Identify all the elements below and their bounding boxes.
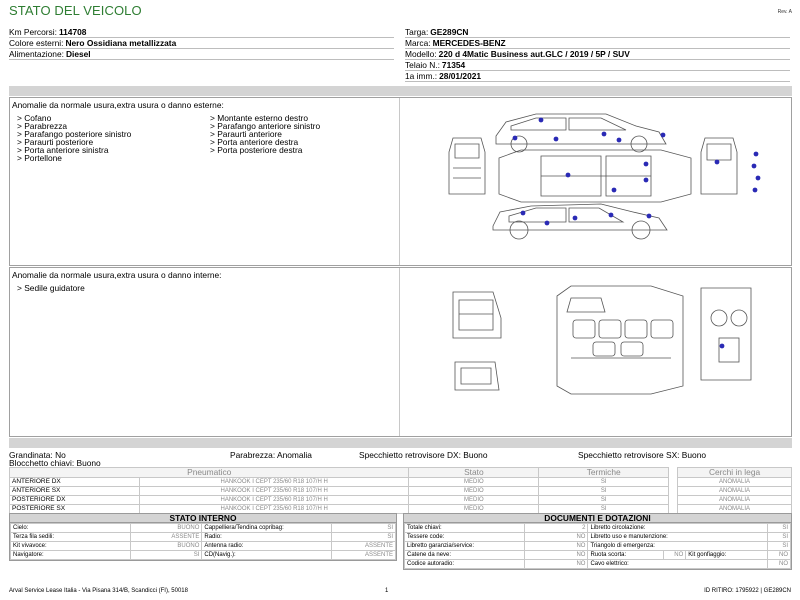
field-value: ASSENTE xyxy=(332,551,396,560)
tyre-termiche: SI xyxy=(539,496,669,505)
table-row xyxy=(10,487,792,496)
info-value: 71354 xyxy=(441,60,466,70)
info-label: Colore esterni: xyxy=(9,38,64,48)
damage-item: > Portellone xyxy=(17,153,62,163)
tyre-stato: MEDIO xyxy=(409,478,539,487)
info-value: Nero Ossidiana metallizzata xyxy=(65,38,177,48)
parabrezza-status: Parabrezza: Anomalia xyxy=(230,450,312,460)
tyre-termiche: SI xyxy=(539,478,669,487)
external-damage-title: Anomalie da normale usura,extra usura o danno esterne: xyxy=(12,100,224,110)
tyre-termiche: SI xyxy=(539,505,669,514)
footer-id: ID RITIRO: 1795922 | GE289CN xyxy=(704,588,791,594)
info-row-modello xyxy=(405,49,790,60)
specchietto-dx-status: Specchietto retrovisore DX: Buono xyxy=(359,450,488,460)
stato-interno-title: STATO INTERNO xyxy=(10,514,396,523)
field-value: SI xyxy=(768,542,791,551)
blocchetto-status: Blocchetto chiavi: Buono xyxy=(9,458,101,468)
field-label: Ruota scorta: xyxy=(588,551,664,560)
table-row xyxy=(405,524,791,533)
info-label: Modello: xyxy=(405,49,437,59)
documenti-section xyxy=(403,513,792,570)
field-label: Antenna radio: xyxy=(202,542,332,551)
info-row-targa xyxy=(405,27,790,38)
column-gap xyxy=(669,478,678,487)
damage-item: > Montante esterno destro xyxy=(210,113,309,123)
field-label: Cavo elettrico: xyxy=(588,560,768,569)
tyre-model: HANKOOK I CEPT 235/60 R18 107/H H xyxy=(139,487,409,496)
tyre-cerchi: ANOMALIA xyxy=(678,478,792,487)
grandinata-status: Grandinata: No xyxy=(9,450,66,460)
column-gap xyxy=(669,468,678,478)
stato-interno-table xyxy=(10,523,396,560)
tyre-position: POSTERIORE DX xyxy=(10,496,140,505)
info-row-km xyxy=(9,27,394,38)
field-label: Kit gonfiaggio: xyxy=(686,551,768,560)
table-row xyxy=(405,542,791,551)
damage-item: > Sedile guidatore xyxy=(17,283,85,293)
info-row-colore xyxy=(9,38,394,49)
footer-page-number: 1 xyxy=(385,588,389,594)
column-gap xyxy=(669,496,678,505)
field-value: SI xyxy=(768,533,791,542)
field-label: Totale chiavi: xyxy=(405,524,525,533)
table-row xyxy=(11,551,396,560)
field-value: BUONO xyxy=(130,542,202,551)
internal-damage-title: Anomalie da normale usura,extra usura o danno interne: xyxy=(12,270,222,280)
col-header-stato: Stato xyxy=(409,468,539,478)
table-row xyxy=(10,496,792,505)
damage-item: > Porta anteriore sinistra xyxy=(17,145,109,155)
field-value: SI xyxy=(768,524,791,533)
damage-item: > Parafango posteriore sinistro xyxy=(17,129,132,139)
info-row-marca xyxy=(405,38,790,49)
field-label: Tessere code: xyxy=(405,533,525,542)
vehicle-info-left xyxy=(9,27,394,60)
table-row xyxy=(405,533,791,542)
table-row xyxy=(11,533,396,542)
exterior-damage-diagram xyxy=(401,98,791,265)
specchietto-sx-status: Specchietto retrovisore SX: Buono xyxy=(578,450,707,460)
table-row xyxy=(10,478,792,487)
field-value: NO xyxy=(524,551,588,560)
damage-item: > Porta posteriore destra xyxy=(210,145,303,155)
info-row-telaio xyxy=(405,60,790,71)
field-value: 2 xyxy=(524,524,588,533)
section-divider xyxy=(9,86,792,96)
tyre-cerchi: ANOMALIA xyxy=(678,487,792,496)
col-header-termiche: Termiche xyxy=(539,468,669,478)
external-damage-section xyxy=(9,97,792,266)
tyre-position: POSTERIORE SX xyxy=(10,505,140,514)
stato-interno-section xyxy=(9,513,397,561)
field-value: ASSENTE xyxy=(130,533,202,542)
page-title: STATO DEL VEICOLO xyxy=(9,3,142,18)
info-label: Marca: xyxy=(405,38,431,48)
vehicle-info-right xyxy=(405,27,790,82)
damage-item: > Paraurti anteriore xyxy=(210,129,282,139)
field-value: NO xyxy=(664,551,686,560)
field-value: NO xyxy=(524,542,588,551)
field-label: Navigatore: xyxy=(11,551,131,560)
revision-label: Rev. A xyxy=(777,9,792,15)
field-label: Cielo: xyxy=(11,524,131,533)
tyre-position: ANTERIORE DX xyxy=(10,478,140,487)
table-row xyxy=(11,542,396,551)
table-row xyxy=(405,551,791,560)
car-exterior-diagram xyxy=(401,98,791,265)
field-label: Libretto circolazione: xyxy=(588,524,768,533)
info-value: GE289CN xyxy=(430,27,469,37)
field-value: SI xyxy=(130,551,202,560)
tyre-stato: MEDIO xyxy=(409,505,539,514)
internal-damage-list xyxy=(10,268,400,436)
field-value: SI xyxy=(332,533,396,542)
car-interior-diagram xyxy=(401,268,791,436)
info-label: Km Percorsi: xyxy=(9,27,57,37)
info-row-alimentazione xyxy=(9,49,394,60)
info-label: Targa: xyxy=(405,27,429,37)
interior-damage-diagram xyxy=(401,268,791,436)
tyres-header-row xyxy=(10,468,792,478)
col-header-cerchi: Cerchi in lega xyxy=(678,468,792,478)
damage-item: > Parafango anteriore sinistro xyxy=(210,121,321,131)
internal-damage-section xyxy=(9,267,792,437)
footer-company: Arval Service Lease Italia - Via Pisana 314/B, Scandicci (FI), 50018 xyxy=(9,588,188,594)
info-row-immatricolazione xyxy=(405,71,790,82)
field-label: Radio: xyxy=(202,533,332,542)
field-value: BUONO xyxy=(130,524,202,533)
damage-item: > Paraurti posteriore xyxy=(17,137,94,147)
field-value: ASSENTE xyxy=(332,542,396,551)
tyre-model: HANKOOK I CEPT 235/60 R18 107/H H xyxy=(139,505,409,514)
damage-item: > Cofano xyxy=(17,113,52,123)
col-header-pneumatico: Pneumatico xyxy=(10,468,409,478)
field-label: Libretto uso e manutenzione: xyxy=(588,533,768,542)
field-label: Codice autoradio: xyxy=(405,560,525,569)
field-label: Cappelliera/Tendina copribag: xyxy=(202,524,332,533)
external-damage-list xyxy=(10,98,400,265)
info-label: 1a imm.: xyxy=(405,71,438,81)
tyre-cerchi: ANOMALIA xyxy=(678,505,792,514)
tyre-model: HANKOOK I CEPT 235/60 R18 107/H H xyxy=(139,496,409,505)
field-label: Libretto garanzia/service: xyxy=(405,542,525,551)
field-label: Triangolo di emergenza: xyxy=(588,542,768,551)
documenti-table xyxy=(404,523,791,569)
damage-item: > Porta anteriore destra xyxy=(210,137,299,147)
info-value: Diesel xyxy=(65,49,91,59)
table-row xyxy=(11,524,396,533)
damage-item: > Parabrezza xyxy=(17,121,68,131)
section-divider xyxy=(9,438,792,448)
table-row xyxy=(405,560,791,569)
info-label: Telaio N.: xyxy=(405,60,440,70)
field-label: CD(Navig.): xyxy=(202,551,332,560)
info-value: 28/01/2021 xyxy=(439,71,482,81)
field-value: NO xyxy=(524,533,588,542)
info-value: MERCEDES-BENZ xyxy=(432,38,506,48)
field-label: Catene da neve: xyxy=(405,551,525,560)
field-value: SI xyxy=(332,524,396,533)
documenti-title: DOCUMENTI E DOTAZIONI xyxy=(404,514,791,523)
info-value: 220 d 4Matic Business aut.GLC / 2019 / 5P / SUV xyxy=(438,49,630,59)
field-value: NO xyxy=(768,551,791,560)
tyre-position: ANTERIORE SX xyxy=(10,487,140,496)
tyre-stato: MEDIO xyxy=(409,496,539,505)
tyre-model: HANKOOK I CEPT 235/60 R18 107/H H xyxy=(139,478,409,487)
field-value: NO xyxy=(524,560,588,569)
column-gap xyxy=(669,487,678,496)
field-value: NO xyxy=(768,560,791,569)
tyre-stato: MEDIO xyxy=(409,487,539,496)
tyres-table xyxy=(9,467,792,514)
info-value: 114708 xyxy=(58,27,87,37)
info-label: Alimentazione: xyxy=(9,49,64,59)
field-label: Kit vivavoce: xyxy=(11,542,131,551)
tyre-termiche: SI xyxy=(539,487,669,496)
field-label: Terza fila sedili: xyxy=(11,533,131,542)
tyre-cerchi: ANOMALIA xyxy=(678,496,792,505)
